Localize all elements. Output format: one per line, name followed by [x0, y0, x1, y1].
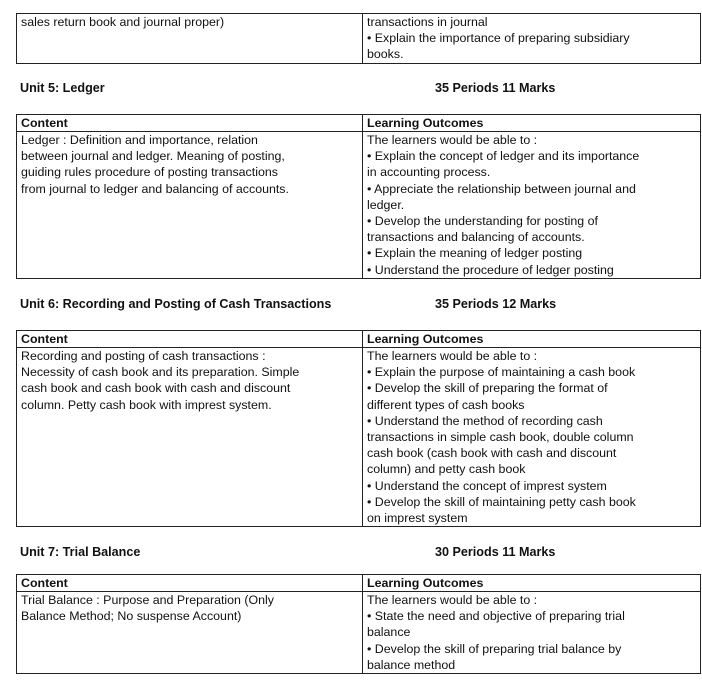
unit-title: Unit 6: Recording and Posting of Cash Transactions [20, 297, 332, 311]
outcome-line: • Develop the skill of preparing trial balance by [367, 641, 622, 656]
table-row [17, 592, 701, 674]
table-row [17, 14, 701, 64]
outcomes-cell [363, 348, 701, 527]
outcome-line: transactions in simple cash book, double column [367, 430, 634, 445]
unit-7-table [16, 574, 701, 674]
outcome-line: • Understand the method of recording cash [367, 413, 603, 428]
unit-6-heading [20, 297, 700, 315]
content-header: Content [17, 575, 363, 592]
content-cell [17, 348, 363, 527]
outcome-line: transactions in journal [367, 15, 488, 29]
unit-5-heading [20, 81, 700, 99]
content-header: Content [17, 115, 363, 132]
outcome-line: balance [367, 625, 411, 640]
content-header: Content [17, 331, 363, 348]
outcome-line: • Explain the purpose of maintaining a cash book [367, 365, 636, 380]
outcome-line: column) and petty cash book [367, 462, 526, 477]
outcome-line: The learners would be able to : [367, 133, 538, 147]
outcome-line: balance method [367, 657, 456, 672]
content-line: Recording and posting of cash transactions : [21, 349, 266, 363]
outcomes-header: Learning Outcomes [363, 575, 701, 592]
outcome-line: • Explain the importance of preparing subsidiary [367, 31, 630, 46]
content-line: Trial Balance : Purpose and Preparation (Only [21, 593, 274, 607]
outcome-line: • Develop the understanding for posting of [367, 214, 598, 229]
content-cell [17, 132, 363, 279]
outcome-line: • Explain the meaning of ledger posting [367, 246, 583, 261]
content-line: Balance Method; No suspense Account) [21, 609, 242, 624]
content-cell [17, 14, 363, 64]
outcome-line: The learners would be able to : [367, 593, 538, 607]
outcome-line: on imprest system [367, 511, 468, 526]
table-header-row [17, 331, 701, 348]
table-row [17, 348, 701, 527]
unit-periods: 35 Periods 11 Marks [435, 81, 556, 95]
outcomes-header: Learning Outcomes [363, 331, 701, 348]
outcome-line: in accounting process. [367, 165, 491, 180]
outcome-line: transactions and balancing of accounts. [367, 230, 585, 245]
unit-5-table [16, 114, 701, 279]
outcomes-cell [363, 132, 701, 279]
content-line: Necessity of cash book and its preparation. Simple [21, 365, 300, 380]
unit-6-table [16, 330, 701, 527]
content-line: from journal to ledger and balancing of accounts. [21, 181, 289, 196]
table-row [17, 132, 701, 279]
content-line: guiding rules procedure of posting transactions [21, 165, 278, 180]
content-line: between journal and ledger. Meaning of posting, [21, 149, 285, 164]
outcome-line: • Develop the skill of preparing the format of [367, 381, 608, 396]
content-line: cash book and cash book with cash and discount [21, 381, 291, 396]
outcome-line: books. [367, 47, 404, 62]
outcome-line: • Explain the concept of ledger and its importance [367, 149, 640, 164]
outcome-line: • Understand the procedure of ledger posting [367, 262, 614, 277]
unit-7-heading [20, 545, 700, 563]
unit-title: Unit 5: Ledger [20, 81, 105, 95]
content-line: column. Petty cash book with imprest system. [21, 397, 272, 412]
unit-periods: 35 Periods 12 Marks [435, 297, 557, 311]
outcome-line: ledger. [367, 197, 405, 212]
outcomes-cell [363, 14, 701, 64]
outcome-line: • State the need and objective of preparing trial [367, 609, 625, 624]
outcomes-header: Learning Outcomes [363, 115, 701, 132]
unit-periods: 30 Periods 11 Marks [435, 545, 556, 559]
outcome-line: cash book (cash book with cash and discount [367, 446, 617, 461]
unit-title: Unit 7: Trial Balance [20, 545, 141, 559]
outcome-line: different types of cash books [367, 397, 525, 412]
continuation-table [16, 13, 701, 64]
content-cell [17, 592, 363, 674]
outcome-line: • Appreciate the relationship between journal and [367, 181, 636, 196]
outcome-line: • Develop the skill of maintaining petty cash book [367, 494, 636, 509]
outcome-line: The learners would be able to : [367, 349, 538, 363]
outcomes-cell [363, 592, 701, 674]
table-header-row [17, 115, 701, 132]
table-header-row [17, 575, 701, 592]
outcome-line: • Understand the concept of imprest system [367, 478, 607, 493]
content-line: Ledger : Definition and importance, relation [21, 133, 258, 147]
content-line: sales return book and journal proper) [21, 15, 225, 29]
